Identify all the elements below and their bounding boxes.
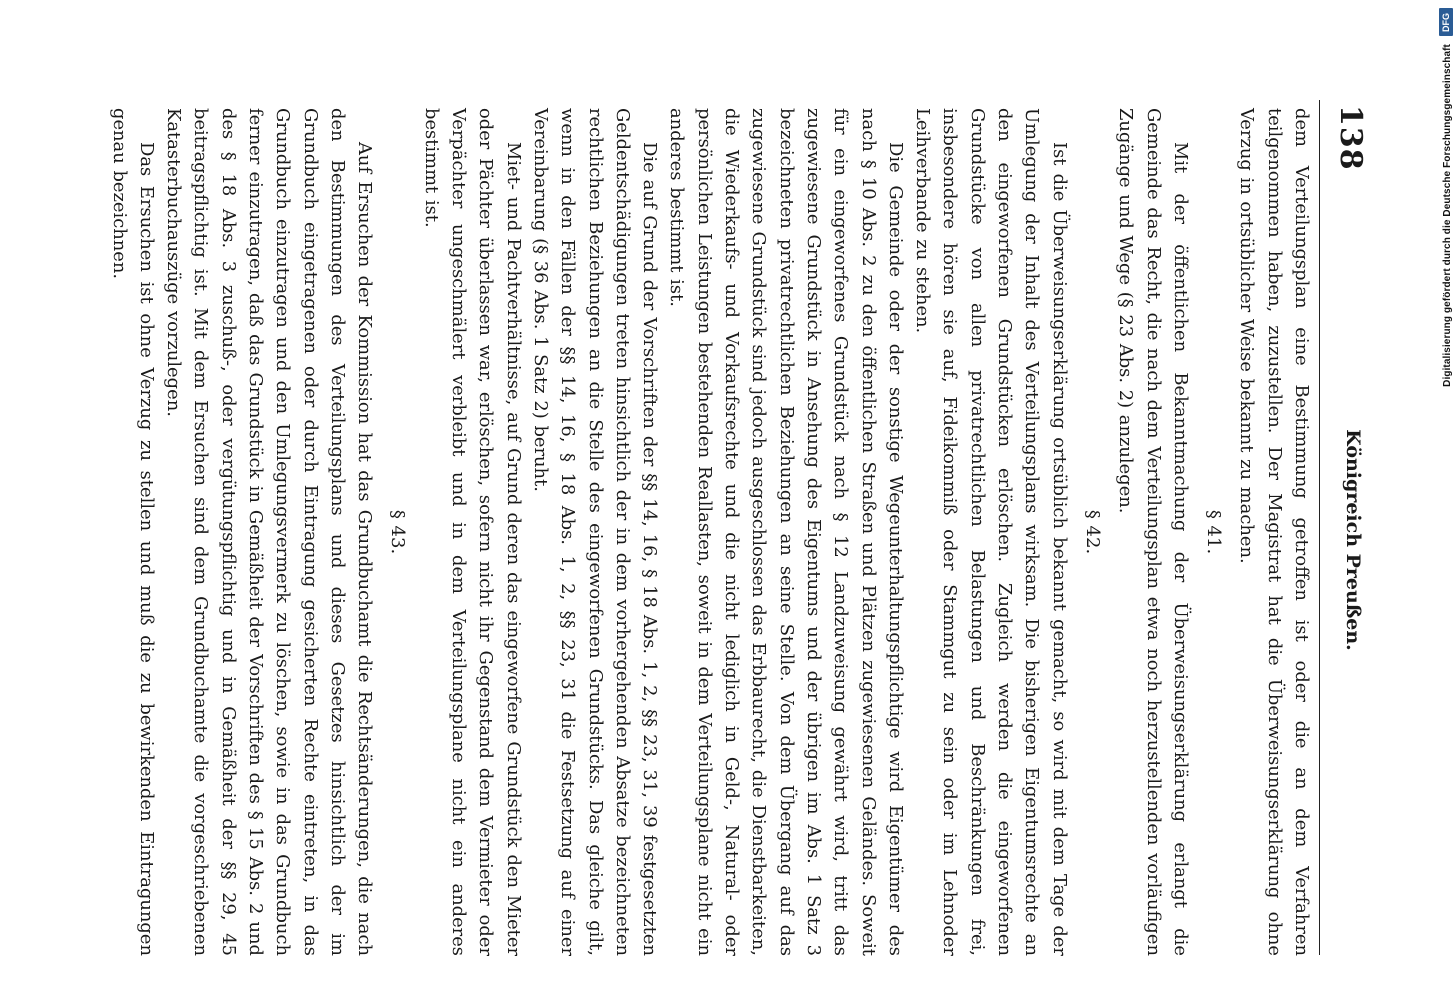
dfg-credit-text: Digitalisierung gefördert durch die Deutsche Forschungsgemeinschaft <box>1442 44 1453 387</box>
dfg-logo <box>1439 8 1453 36</box>
section-41-paragraph: Mit der öffentlichen Bekanntmachung der Überweisungserklärung erlangt die Gemeinde das Recht, die nach dem Verteilungsplan etwa noch herzustellenden vorläufigen Zugänge und Wege (§ 23 Abs. 2) anzulegen. <box>1115 108 1191 956</box>
section-heading-43: § 43. <box>387 509 409 555</box>
section-42-paragraph-2: Die Gemeinde oder der sonstige Wegeunterhaltungspflichtige wird Eigentümer des nach § 10 Abs. 2 zu den öffentlichen Straßen und Plätzen zugewiesenen Geländes. Soweit für ein eingeworfenes Grundstück nach § 12 Landzuweisung gewährt wird, tritt das zugewiesene Grundstück in Ansehung des Eigentums und der übrigen im Abs. 1 Satz 3 bezeichneten privatrechtlichen Beziehungen an seine Stelle. Von dem Übergang auf das zugewiesene Grundstück sind jedoch ausgeschlossen das Erbbaurecht, die Dienstbarkeiten, die Wiederkaufs- und Vorkaufsrechte und die nicht lediglich in Geld-, Natural- oder persönlichen Leistungen bestehenden Reallasten, soweit in dem Verteilungsplane nicht ein anderes bestimmt ist. <box>666 108 906 956</box>
header-rule <box>1319 100 1320 955</box>
section-43-paragraph-1: Auf Ersuchen der Kommission hat das Grundbuchamt die Rechtsänderungen, die nach den Bestimmungen des Verteilungsplans und dieses Gesetzes hinsichtlich der im Grundbuch eingetragenen oder durch Eintragung gesicherten Rechte eintreten, in das Grundbuch einzutragen und den Umlegungsvermerk zu löschen, sowie in das Grundbuch ferner einzutragen, daß das Grundstück in Gemäßheit der Vorschriften des § 15 Abs. 2 und des § 18 Abs. 3 zuschuß-, oder vergütungspflichtig und in Gemäßheit der §§ 29, 45 beitragspflichtig ist. Mit dem Ersuchen sind dem Grundbuchamte die vorgeschriebenen Katasterbuchauszüge vorzulegen. <box>163 108 376 956</box>
dfg-credit <box>1439 8 1453 458</box>
section-heading-42: § 42. <box>1081 509 1103 555</box>
body-text <box>105 108 1315 956</box>
dfg-logo-text: DFG <box>1441 12 1451 32</box>
paragraph-continuation: dem Verteilungsplan eine Bestimmung getroffen ist oder die an dem Verfahren teilgenommen haben, zuzustellen. Der Magistrat hat die Überweisungserklärung ohne Verzug in ortsüblicher Weise bekannt zu machen. <box>1236 108 1312 956</box>
section-42-paragraph-4: Miet- und Pachtverhältnisse, auf Grund deren das eingeworfene Grundstück den Mieter oder Pächter überlassen war, erlöschen, sofern nicht ihr Gegenstand dem Vermieter oder Verpächter ungeschmälert verbleibt und in dem Verteilungsplane nicht ein anderes bestimmt ist. <box>420 108 524 956</box>
section-42-paragraph-1: Ist die Überweisungserklärung ortsüblich bekannt gemacht, so wird mit dem Tage der Umlegung der Inhalt des Verteilungsplans wirksam. Die bisherigen Eigentumsrechte an den eingeworfenen Grundstücken erlöschen. Zugleich werden die eingeworfenen Grundstücke von allen privatrechtlichen Belastungen und Beschränkungen frei, insbesondere hören sie auf, Fideikommiß oder Stammgut zu sein oder im Lehnoder Leihverbande zu stehen. <box>912 108 1070 956</box>
section-heading-41: § 41. <box>1203 509 1225 555</box>
section-42-paragraph-3: Die auf Grund der Vorschriften der §§ 14, 16, § 18 Abs. 1, 2, §§ 23, 31, 39 festgesetzten Geldentschädigungen treten hinsichtlich der in dem vorhergehenden Absatze bezeichneten rechtlichen Beziehungen an die Stelle des eingeworfenen Grundstücks. Das gleiche gilt, wenn in den Fällen der §§ 14, 16, § 18 Abs. 1, 2, §§ 23, 31 die Festsetzung auf einer Vereinbarung (§ 36 Abs. 1 Satz 2) beruht. <box>529 108 661 956</box>
running-head: Königreich Preußen. <box>1342 429 1364 651</box>
page-number: 138 <box>1333 105 1368 171</box>
section-43-paragraph-2: Das Ersuchen ist ohne Verzug zu stellen und muß die zu bewirkenden Eintragungen genau bezeichnen. <box>108 108 157 956</box>
scanned-page <box>80 0 1370 1000</box>
page-header <box>1330 105 1370 940</box>
